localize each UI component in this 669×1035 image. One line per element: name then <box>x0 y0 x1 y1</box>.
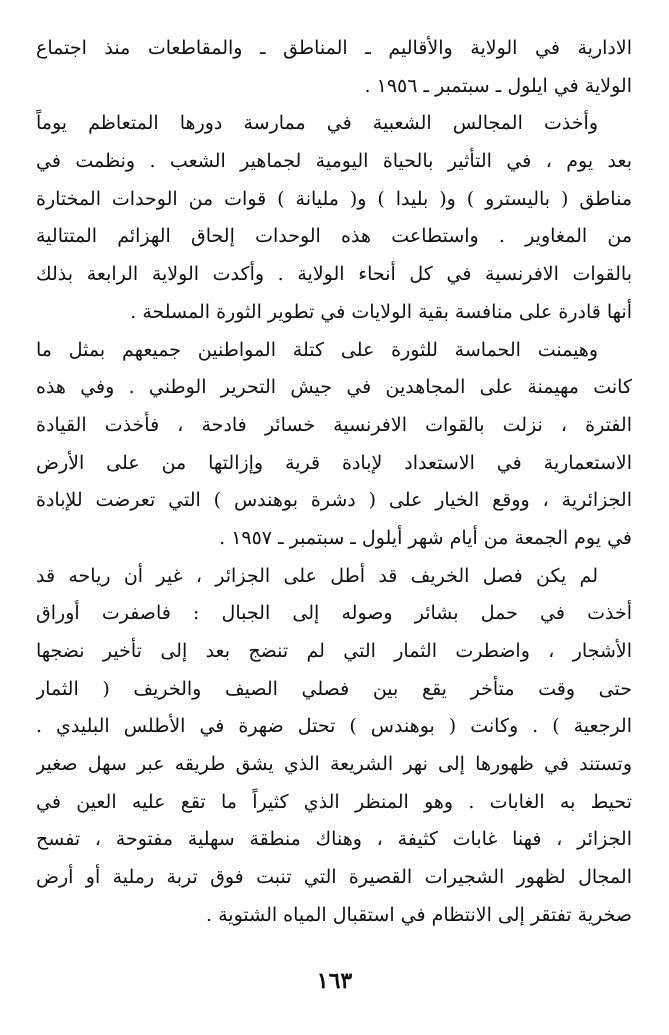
page-number: ١٦٣ <box>316 968 353 994</box>
text-line: الولاية في ايلول ـ سبتمبر ـ ١٩٥٦ . <box>364 74 632 97</box>
text-line: المجال لظهور الشجيرات القصيرة التي تنبت فوق تربة رملية أو أرض <box>36 866 632 889</box>
text-line: وهيمنت الحماسة للثورة على كتلة المواطنين جميعهم بمثل ما <box>36 338 598 361</box>
text-line: وتستند في ظهورها إلى نهر الشريعة الذي يشق طريقه عبر سهل صغير <box>36 753 632 776</box>
text-line: بالقوات الافرنسية في كل أنحاء الولاية . وأكدت الولاية الرابعة بذلك <box>36 263 632 286</box>
text-line: لم يكن فصل الخريف قد أطل على الجزائر ، غير أن رياحه قد <box>36 564 598 587</box>
body-text <box>36 30 632 935</box>
text-line: الادارية في الولاية والأقاليم ـ المناطق ـ والمقاطعات منذ اجتماع <box>36 37 632 59</box>
text-line: بعد يوم ، في التأثير بالحياة اليومية لجماهير الشعب . ونظمت في <box>36 150 632 173</box>
text-line: أخذت في حمل بشائر وصوله إلى الجبال : فاصفرت أوراق <box>36 602 632 625</box>
text-line: أنها قادرة على منافسة بقية الولايات في تطوير الثورة المسلحة . <box>130 300 632 323</box>
text-line: الاستعمارية في الاستعداد لإبادة قرية وإزالتها من على الأرض <box>36 451 632 474</box>
text-line: الرجعية ) . وكانت ( بوهندس ) تحتل ضهرة في الأطلس البليدي . <box>36 715 632 738</box>
text-line: صخرية تفتقر إلى الانتظام في استقبال المياه الشتوية . <box>206 903 632 926</box>
text-line: كانت مهيمنة على المجاهدين في جيش التحرير الوطني . وفي هذه <box>36 376 632 399</box>
text-line: من المغاوير . واستطاعت هذه الوحدات إلحاق الهزائم المتتالية <box>36 225 632 248</box>
text-line: الجزائر ، فهنا غابات كثيفة ، وهناك منطقة سهلية مفتوحة ، تفسح <box>36 828 632 851</box>
text-line: الفترة ، نزلت بالقوات الافرنسية خسائر فادحة ، فأخذت القيادة <box>36 413 632 436</box>
text-line: في يوم الجمعة من أيام شهر أيلول ـ سبتمبر ـ ١٩٥٧ . <box>219 526 632 549</box>
text-line: تحيط به الغابات . وهو المنظر الذي كثيراً ما تقع عليه العين في <box>36 790 632 813</box>
text-line: الأشجار ، واضطرت الثمار التي لم تنضج بعد إلى تأخير نضجها <box>36 640 632 662</box>
text-line: وأخذت المجالس الشعبية في ممارسة دورها المتعاظم يوماً <box>36 112 598 135</box>
text-line: الجزائرية ، ووقع الخيار على ( دشرة بوهندس ) التي تعرضت للإبادة <box>36 489 632 512</box>
text-line: مناطق ( باليسترو ) و( بليدا ) و( مليانة ) قوات من الوحدات المختارة <box>36 187 632 210</box>
text-line: حتى وقت متأخر يقع بين فصلي الصيف والخريف ( الثمار <box>36 677 632 700</box>
